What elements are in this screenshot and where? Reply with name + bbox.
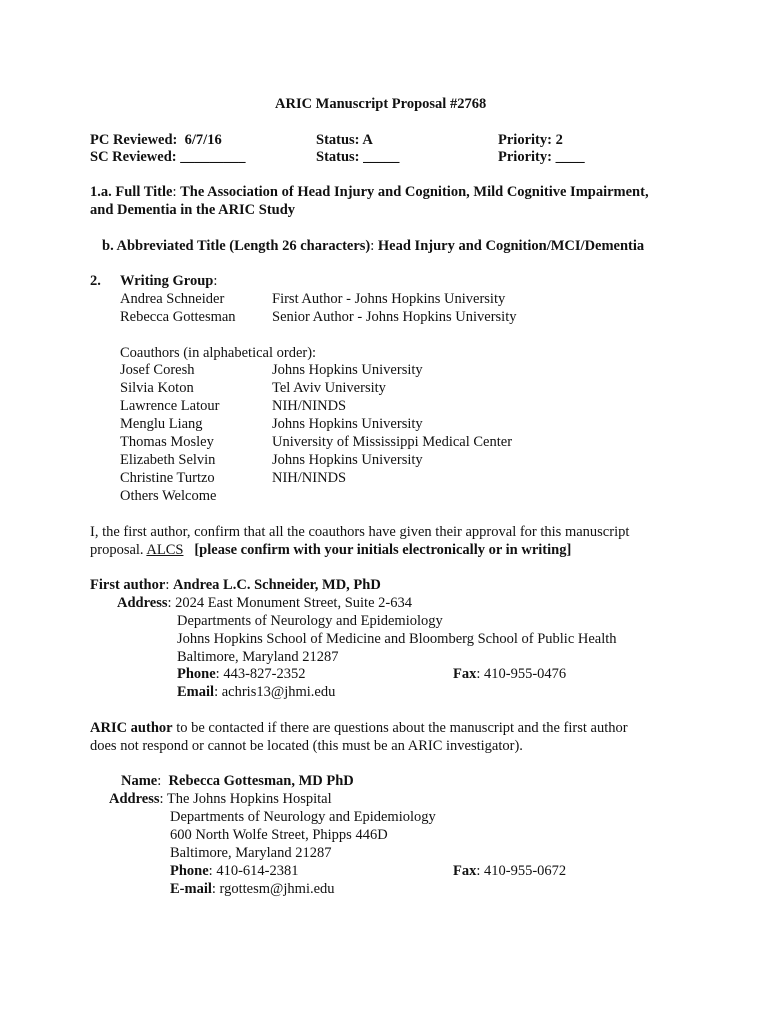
coauthor-name: Elizabeth Selvin xyxy=(120,452,216,468)
coauthor-affiliation: Johns Hopkins University xyxy=(272,362,423,378)
aric-contact-name: Name: Rebecca Gottesman, MD PhD xyxy=(121,773,354,789)
aric-contact-phone: Phone: 410-614-2381 xyxy=(170,863,299,879)
first-author-address: Address: 2024 East Monument Street, Suite 2-634 xyxy=(117,595,412,611)
author-role: Senior Author - Johns Hopkins University xyxy=(272,309,517,325)
address-line: Departments of Neurology and Epidemiology xyxy=(170,809,436,825)
document-title: ARIC Manuscript Proposal #2768 xyxy=(275,96,487,112)
address-line: Departments of Neurology and Epidemiology xyxy=(177,613,443,629)
address-line: Johns Hopkins School of Medicine and Bloomberg School of Public Health xyxy=(177,631,617,647)
status-reviewed-pc: Status: A xyxy=(316,132,373,148)
first-author-fax: Fax: 410-955-0476 xyxy=(453,666,567,682)
coauthors-heading: Coauthors (in alphabetical order): xyxy=(120,345,317,361)
status-reviewed-sc: Status: _____ xyxy=(316,149,400,165)
address-line: 600 North Wolfe Street, Phipps 446D xyxy=(170,827,388,843)
address-line: Baltimore, Maryland 21287 xyxy=(177,649,339,665)
coauthor-affiliation: Tel Aviv University xyxy=(272,380,386,396)
priority-pc: Priority: 2 xyxy=(498,132,563,148)
sc-reviewed: SC Reviewed: _________ xyxy=(90,149,246,165)
coauthor-name: Menglu Liang xyxy=(120,416,203,432)
first-author-phone: Phone: 443-827-2352 xyxy=(177,666,306,682)
coauthor-name: Silvia Koton xyxy=(120,380,194,396)
full-title: 1.a. Full Title: The Association of Head Injury and Cognition, Mild Cognitive Impairment, xyxy=(90,184,649,200)
author-name: Rebecca Gottesman xyxy=(120,309,236,325)
coauthor-name: Thomas Mosley xyxy=(120,434,214,450)
aric-contact-email: E-mail: rgottesm@jhmi.edu xyxy=(170,881,335,897)
priority-sc: Priority: ____ xyxy=(498,149,585,165)
confirmation-line2: proposal. ALCS [please confirm with your initials electronically or in writing] xyxy=(90,542,572,558)
coauthor-affiliation: NIH/NINDS xyxy=(272,398,347,414)
author-role: First Author - Johns Hopkins University xyxy=(272,291,506,307)
coauthor-affiliation: University of Mississippi Medical Center xyxy=(272,434,513,450)
address-line: Baltimore, Maryland 21287 xyxy=(170,845,332,861)
author-initials: ALCS xyxy=(146,542,184,558)
coauthor-name: Lawrence Latour xyxy=(120,398,220,414)
coauthor-name: Josef Coresh xyxy=(120,362,195,378)
section-number-2: 2. xyxy=(90,273,101,289)
pc-reviewed: PC Reviewed: 6/7/16 xyxy=(90,132,222,148)
coauthor-affiliation: Johns Hopkins University xyxy=(272,416,423,432)
first-author: First author: Andrea L.C. Schneider, MD, PhD xyxy=(90,577,381,593)
coauthor-affiliation: Johns Hopkins University xyxy=(272,452,423,468)
others-welcome: Others Welcome xyxy=(120,488,217,504)
coauthor-affiliation: NIH/NINDS xyxy=(272,470,347,486)
aric-contact-intro: ARIC author to be contacted if there are questions about the manuscript and the first author xyxy=(90,720,628,736)
confirmation-text: I, the first author, confirm that all the coauthors have given their approval for this manuscript xyxy=(90,524,630,540)
coauthor-name: Christine Turtzo xyxy=(120,470,215,486)
author-name: Andrea Schneider xyxy=(120,291,225,307)
first-author-email: Email: achris13@jhmi.edu xyxy=(177,684,336,700)
writing-group-heading: Writing Group: xyxy=(120,273,218,289)
aric-contact-address: Address: The Johns Hopkins Hospital xyxy=(109,791,332,807)
aric-contact-fax: Fax: 410-955-0672 xyxy=(453,863,567,879)
aric-contact-intro-line2: does not respond or cannot be located (this must be an ARIC investigator). xyxy=(90,738,523,754)
full-title-line2: and Dementia in the ARIC Study xyxy=(90,202,296,218)
abbreviated-title: b. Abbreviated Title (Length 26 characters): Head Injury and Cognition/MCI/Dementia xyxy=(102,238,645,254)
